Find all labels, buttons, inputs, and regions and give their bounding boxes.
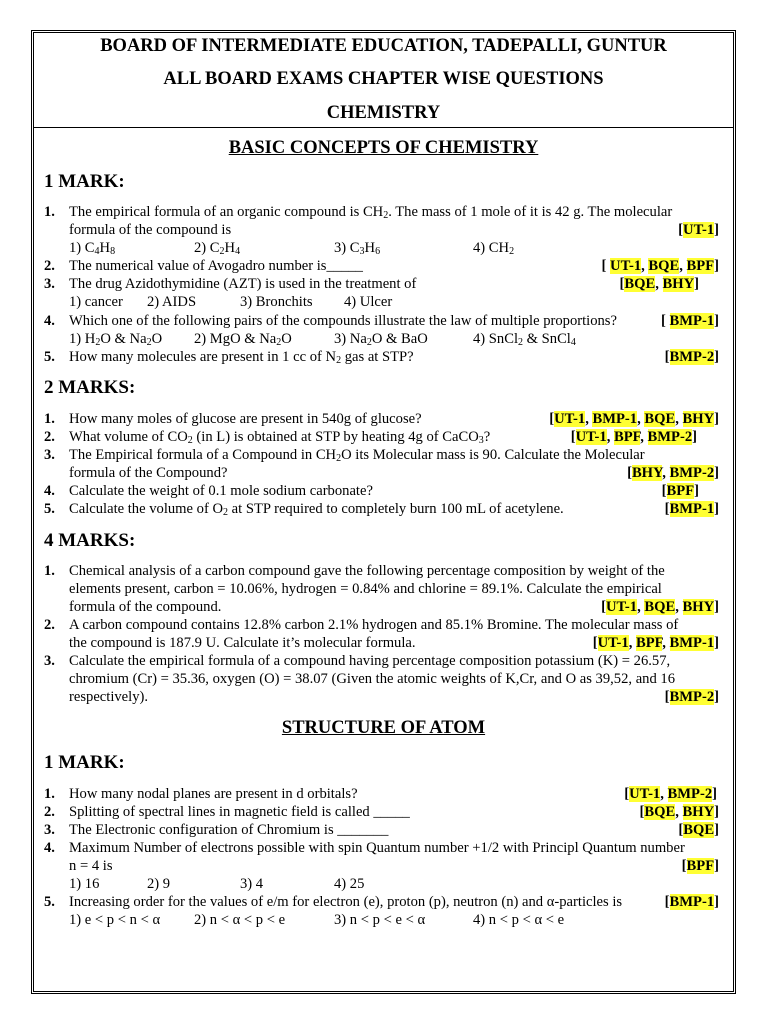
question-text: Which one of the following pairs of the compounds illustrate the law of multiple proportions? — [69, 313, 617, 329]
exam-tags: [BQE, BHY] — [639, 804, 719, 820]
exam-code-badge: BQE — [624, 276, 656, 292]
question-line — [44, 428, 719, 446]
option: 1) e < p < n < α — [69, 912, 161, 928]
question-line — [44, 670, 719, 688]
option: 3) $Na_2O$ & BaO — [334, 331, 428, 348]
exam-code-badge: BPF — [666, 483, 695, 499]
exam-code-badge: BHY — [662, 276, 695, 292]
exam-tags: [BPF] — [681, 858, 719, 874]
question-text: How many molecules are present in 1 cc of $N_2$ gas at STP? — [69, 349, 414, 366]
exam-tags: [UT-1] — [678, 222, 719, 238]
question-text: Maximum Number of electrons possible with spin Quantum number +1/2 with Principl Quantum number — [69, 840, 685, 856]
exam-subtitle: ALL BOARD EXAMS CHAPTER WISE QUESTIONS — [163, 69, 604, 89]
question-line — [44, 839, 719, 857]
question-text: chromium (Cr) = 35.36, oxygen (O) = 38.07 (Given the atomic weights of K,Cr, and O as 39,52, and 16 — [69, 671, 676, 687]
exam-tags: [BHY, BMP-2] — [627, 465, 719, 481]
exam-tags: [UT-1, BMP-1, BQE, BHY] — [549, 411, 719, 427]
marks-heading: 1 MARK: — [44, 171, 125, 192]
exam-code-badge: BHY — [631, 465, 663, 481]
marks-heading: 2 MARKS: — [44, 377, 136, 398]
exam-code-badge: BHY — [682, 411, 715, 427]
exam-tags: [BPF] — [661, 483, 699, 499]
exam-tags: [UT-1, BMP-2] — [624, 786, 717, 802]
exam-code-badge: BMP-1 — [669, 894, 715, 910]
question-number: 3. — [44, 822, 55, 838]
question-text: Calculate the empirical formula of a compound having percentage composition potassium (K) = 26.57, — [69, 653, 671, 669]
option: 1) $H_2O$ & $Na_2O$ — [69, 331, 163, 348]
exam-code-badge: BHY — [682, 599, 715, 615]
exam-code-badge: BMP-1 — [669, 635, 715, 651]
question-text: respectively). — [69, 689, 149, 705]
exam-tags: [BMP-2] — [664, 349, 719, 365]
exam-code-badge: UT-1 — [683, 222, 715, 238]
question-line — [44, 580, 719, 598]
exam-code-badge: BQE — [644, 599, 676, 615]
question-line — [44, 803, 719, 821]
option: 3) n < p < e < α — [334, 912, 426, 928]
exam-code-badge: BQE — [648, 258, 680, 274]
question-line — [44, 203, 719, 221]
board-title: BOARD OF INTERMEDIATE EDUCATION, TADEPALLI, GUNTUR — [100, 36, 667, 56]
question-number: 5. — [44, 501, 55, 517]
exam-code-badge: BMP-1 — [669, 313, 715, 329]
question-number: 4. — [44, 483, 55, 499]
question-line — [44, 275, 719, 293]
question-text: Increasing order for the values of e/m for electron (e), proton (p), neutron (n) and α-particles is — [69, 894, 623, 910]
options-line — [44, 293, 719, 311]
exam-code-badge: BMP-2 — [667, 786, 713, 802]
question-line — [44, 652, 719, 670]
question-number: 4. — [44, 840, 55, 856]
option: 2) MgO & $Na_2O$ — [194, 331, 292, 348]
options-line — [44, 911, 719, 929]
exam-tags: [UT-1, BPF, BMP-1] — [592, 635, 719, 651]
option: 2) n < α < p < e — [194, 912, 286, 928]
question-line — [44, 348, 719, 366]
chapter-title: BASIC CONCEPTS OF CHEMISTRY — [228, 138, 539, 158]
exam-code-badge: BMP-1 — [592, 411, 638, 427]
question-text: Splitting of spectral lines in magnetic field is called _____ — [69, 804, 410, 820]
option: 4) 25 — [334, 876, 365, 892]
option: 1) 16 — [69, 876, 100, 892]
question-number: 5. — [44, 349, 55, 365]
option: 3) 4 — [240, 876, 264, 892]
exam-code-badge: UT-1 — [575, 429, 607, 445]
exam-code-badge: BMP-2 — [647, 429, 693, 445]
option: 2) $C_2H_4$ — [194, 240, 241, 257]
exam-code-badge: BMP-2 — [669, 465, 715, 481]
question-number: 2. — [44, 804, 55, 820]
option: 3) $C_3H_6$ — [334, 240, 381, 257]
question-line — [44, 785, 719, 803]
question-number: 1. — [44, 786, 55, 802]
question-number: 3. — [44, 276, 55, 292]
exam-code-badge: UT-1 — [629, 786, 661, 802]
question-text: formula of the compound. — [69, 599, 222, 615]
question-line — [44, 500, 719, 518]
question-text: Calculate the volume of $O_2$ at STP required to completely burn 100 mL of acetylene. — [69, 501, 564, 518]
question-line — [44, 616, 719, 634]
question-line — [44, 257, 719, 275]
question-text: How many nodal planes are present in d orbitals? — [69, 786, 358, 802]
marks-heading: 4 MARKS: — [44, 530, 136, 551]
exam-tags: [UT-1, BQE, BHY] — [601, 599, 719, 615]
question-text: The Electronic configuration of Chromium is _______ — [69, 822, 389, 838]
question-number: 4. — [44, 313, 55, 329]
exam-code-badge: BQE — [644, 411, 676, 427]
chapter-title: STRUCTURE OF ATOM — [281, 718, 486, 738]
exam-code-badge: BPF — [686, 858, 715, 874]
question-text: A carbon compound contains 12.8% carbon 2.1% hydrogen and 85.1% Bromine. The molecular mass of — [69, 617, 679, 633]
option: 4) Ulcer — [344, 294, 393, 310]
question-line — [44, 634, 719, 652]
option: 1) $C_4H_8$ — [69, 240, 116, 257]
question-number: 2. — [44, 258, 55, 274]
question-number: 3. — [44, 653, 55, 669]
marks-heading: 1 MARK: — [44, 752, 125, 773]
question-line — [44, 446, 719, 464]
exam-code-badge: UT-1 — [605, 599, 638, 615]
question-number: 1. — [44, 411, 55, 427]
options-line — [44, 875, 719, 893]
exam-code-badge: BHY — [682, 804, 715, 820]
question-text: The drug Azidothymidine (AZT) is used in the treatment of — [69, 276, 417, 292]
exam-tags: [BQE] — [678, 822, 719, 838]
question-text: What volume of $CO_2$ (in L) is obtained at STP by heating 4g of CaCO$_3$? — [69, 429, 491, 446]
exam-code-badge: UT-1 — [597, 635, 629, 651]
question-text: the compound is 187.9 U. Calculate it’s molecular formula. — [69, 635, 416, 651]
option: 1) cancer — [69, 294, 123, 310]
question-text: n = 4 is — [69, 858, 113, 874]
question-line — [44, 562, 719, 580]
question-line — [44, 464, 719, 482]
subject-title: CHEMISTRY — [326, 103, 441, 123]
exam-tags: [BMP-1] — [664, 501, 719, 517]
options-line — [44, 330, 719, 348]
exam-tags: [ BMP-1] — [661, 313, 719, 329]
exam-code-badge: UT-1 — [610, 258, 642, 274]
question-text: How many moles of glucose are present in 540g of glucose? — [69, 411, 422, 427]
exam-tags: [BMP-1] — [664, 894, 719, 910]
exam-code-badge: BQE — [644, 804, 676, 820]
question-number: 2. — [44, 617, 55, 633]
question-text: The numerical value of Avogadro number is_____ — [69, 258, 363, 274]
question-number: 1. — [44, 563, 55, 579]
question-number: 3. — [44, 447, 55, 463]
exam-code-badge: BMP-2 — [669, 349, 715, 365]
question-line — [44, 857, 719, 875]
exam-code-badge: BPF — [636, 635, 663, 651]
question-line — [44, 221, 719, 239]
option: 2) 9 — [147, 876, 171, 892]
question-text: The Empirical formula of a Compound in $CH_2O$ its Molecular mass is 90. Calculate the Molecular — [69, 447, 645, 464]
exam-tags: [BMP-2] — [664, 689, 719, 705]
question-text: formula of the Compound? — [69, 465, 228, 481]
option: 2) AIDS — [147, 294, 197, 310]
question-line — [44, 893, 719, 911]
option: 3) Bronchits — [240, 294, 313, 310]
question-number: 1. — [44, 204, 55, 220]
question-text: Calculate the weight of 0.1 mole sodium carbonate? — [69, 483, 373, 499]
exam-code-badge: BQE — [683, 822, 715, 838]
exam-tags: [ UT-1, BQE, BPF] — [601, 258, 719, 274]
question-number: 2. — [44, 429, 55, 445]
exam-code-badge: BPF — [686, 258, 715, 274]
exam-tags: [UT-1, BPF, BMP-2] — [570, 429, 697, 445]
exam-code-badge: UT-1 — [554, 411, 586, 427]
question-text: formula of the compound is — [69, 222, 232, 238]
header-divider — [34, 127, 733, 128]
option: 4) n < p < α < e — [473, 912, 565, 928]
question-text: Chemical analysis of a carbon compound gave the following percentage composition by weight of the — [69, 563, 665, 579]
exam-code-badge: BMP-2 — [669, 689, 715, 705]
exam-code-badge: BPF — [614, 429, 641, 445]
question-line — [44, 598, 719, 616]
question-line — [44, 312, 719, 330]
question-line — [44, 410, 719, 428]
question-text: The empirical formula of an organic compound is $CH_2$. The mass of 1 mole of it is 42 g. The molecular — [69, 204, 673, 221]
question-line — [44, 482, 719, 500]
option: 4) $CH_2$ — [473, 240, 515, 257]
question-line — [44, 821, 719, 839]
exam-code-badge: BMP-1 — [669, 501, 715, 517]
exam-tags: [BQE, BHY] — [619, 276, 699, 292]
question-line — [44, 688, 719, 706]
question-text: elements present, carbon = 10.06%, hydrogen = 0.84% and chlorine = 89.1%. Calculate the empirical — [69, 581, 662, 597]
option: 4) SnCl$_2$ & SnCl$_4$ — [473, 331, 576, 348]
options-line — [44, 239, 719, 257]
question-number: 5. — [44, 894, 55, 910]
